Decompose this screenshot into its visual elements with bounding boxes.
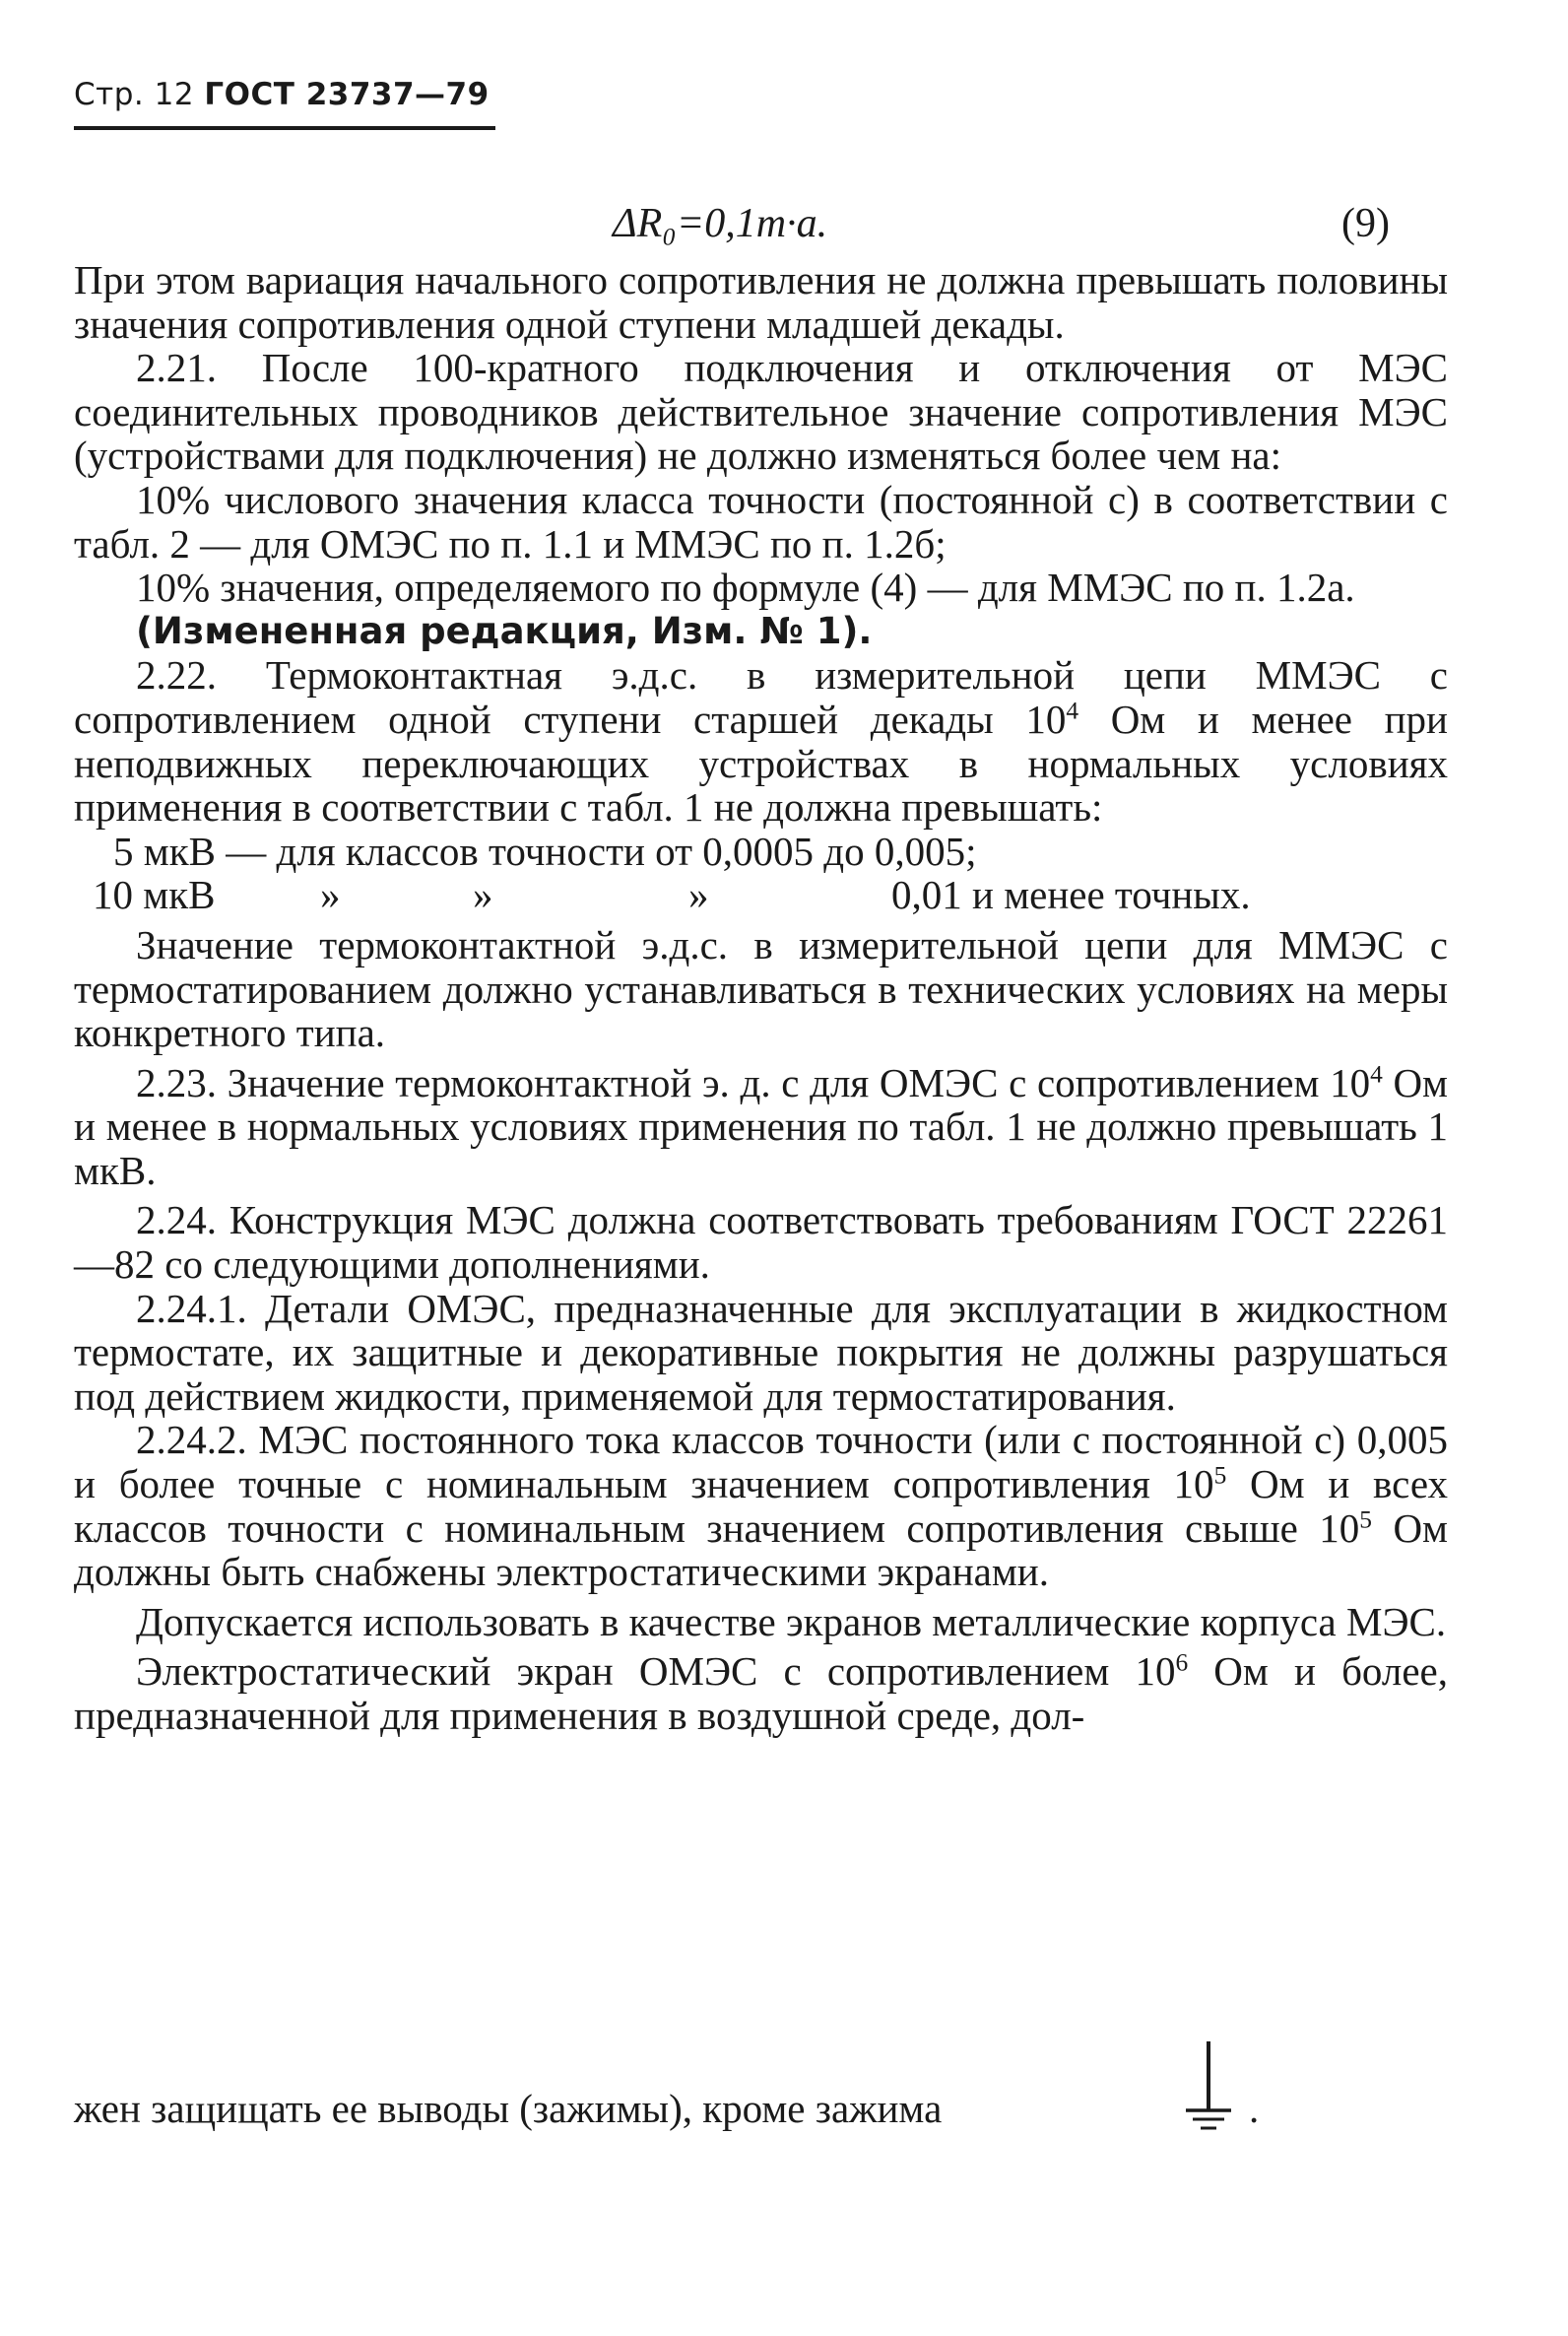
paragraph-2-24: 2.24. Конструкция МЭС должна соответствовать требованиям ГОСТ 22261—82 со следующими дополнениями.	[74, 1197, 1448, 1288]
paragraph: Допускается использовать в качестве экранов металлические корпуса МЭС.	[136, 1598, 1447, 1644]
last-line: жен защищать ее выводы (зажимы), кроме зажима	[74, 2086, 943, 2131]
paragraph-2-22: 2.22. Термоконтактная э.д.с. в измерительной цепи ММЭС с сопротивлением одной ступени старшей декады $10^4$ Ом и менее при неподвижных переключающих устройствах в нормальных условиях применения в соответствии с табл. 1 не должна превышать:	[74, 652, 1448, 831]
paragraph: Электростатический экран ОМЭС с сопротивлением $10^6$ Ом и более, предназначенной для применения в воздушной среде, дол-	[74, 1648, 1448, 1738]
list-row: 10 мкВ » » » 0,01 и менее точных.	[93, 872, 1251, 918]
paragraph: При этом вариация начального сопротивления не должна превышать половины значения сопротивления одной ступени младшей декады.	[74, 257, 1448, 347]
last-punct: .	[1249, 2086, 1260, 2131]
paragraph-2-24-1: 2.24.1. Детали ОМЭС, предназначенные для эксплуатации в жидкостном термостате, их защитные и декоративные покрытия не должны разрушаться под действием жидкости, применяемой для термостатирования.	[74, 1285, 1448, 1419]
paragraph: 10% числового значения класса точности (постоянной c) в соответствии с табл. 2 — для ОМЭС по п. 1.1 и ММЭС по п. 1.2б;	[74, 476, 1448, 567]
body-text	[74, 258, 1448, 1738]
header-rule	[74, 126, 495, 130]
formula-9: ΔR₀=0,1m·a.	[613, 201, 828, 246]
ground-icon	[1174, 2037, 1243, 2136]
paragraph-2-24-2: 2.24.2. МЭС постоянного тока классов точности (или с постоянной c) 0,005 и более точные с номинальным значением сопротивления $10^5$ Ом и всех классов точности с номинальным значением сопротивления свыше $10^5$ Ом должны быть снабжены электростатическими экранами.	[74, 1417, 1448, 1595]
paragraph-2-23: 2.23. Значение термоконтактной э. д. с для ОМЭС с сопротивлением $10^4$ Ом и менее в нормальных условиях применения по табл. 1 не должно превышать 1 мкВ.	[74, 1059, 1449, 1193]
page-label: Стр. 12	[74, 77, 195, 112]
paragraph: Значение термоконтактной э.д.с. в измерительной цепи для ММЭС с термостатированием должно устанавливаться в технических условиях на меры конкретного типа.	[74, 921, 1448, 1056]
amendment-note: (Измененная редакция, Изм. № 1).	[136, 609, 873, 652]
standard-number: ГОСТ 23737—79	[204, 77, 490, 112]
list-row: 5 мкВ — для классов точности от 0,0005 до 0,005;	[113, 828, 977, 874]
paragraph-2-21: 2.21. После 100-кратного подключения и отключения от МЭС соединительных проводников действительное значение сопротивления МЭС (устройствами для подключения) не должно изменяться более чем на:	[74, 345, 1448, 479]
paragraph: 10% значения, определяемого по формуле (4) — для ММЭС по п. 1.2а.	[136, 565, 1355, 611]
formula-number: (9)	[1341, 201, 1390, 246]
page-header	[74, 77, 490, 112]
